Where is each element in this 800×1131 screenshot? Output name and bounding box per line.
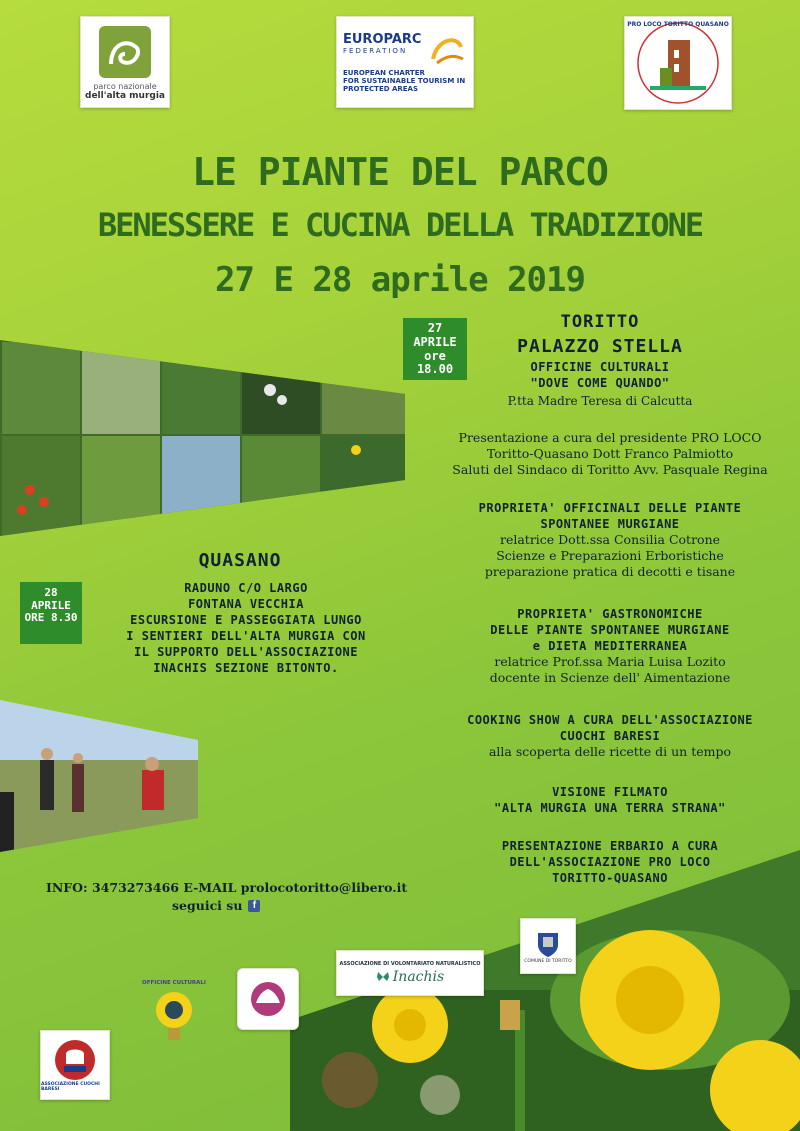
- europarc-line3: PROTECTED AREAS: [343, 84, 419, 93]
- pres-line1: Presentazione a cura del presidente PRO LOCO: [458, 430, 762, 445]
- butterfly-icon: [376, 970, 390, 984]
- follow-us: [172, 898, 260, 913]
- film-heading1: VISIONE FILMATO: [552, 785, 668, 799]
- film-section: [420, 784, 800, 816]
- day2-line6: INACHIS SEZIONE BITONTO.: [153, 661, 339, 675]
- day2-details: [86, 580, 406, 676]
- prop1-heading1: PROPRIETA' OFFICINALI DELLE PIANTE: [478, 501, 742, 515]
- date-27-month: APRILE: [413, 334, 457, 349]
- cuochi-baresi-logo: [40, 1030, 110, 1100]
- prop2-section: [420, 606, 800, 686]
- prop2-heading2: DELLE PIANTE SPONTANEE MURGIANE: [490, 623, 730, 637]
- erb-heading3: TORITTO-QUASANO: [552, 871, 668, 885]
- title-line1: LE PIANTE DEL PARCO: [192, 150, 608, 194]
- chef-hat-icon: [50, 1038, 100, 1082]
- film-heading2: "ALTA MURGIA UNA TERRA STRANA": [494, 801, 726, 815]
- cooking-section: [420, 712, 800, 760]
- comune-logo: [520, 918, 576, 974]
- cuochi-text: ASSOCIAZIONE CUOCHI BARESI: [41, 1082, 100, 1092]
- prop1-line1: relatrice Dott.ssa Consilia Cotrone: [499, 532, 721, 547]
- info-line: INFO: 3473273466 E-MAIL prolocotoritto@libero.it: [46, 880, 408, 895]
- officine-logo: [138, 980, 210, 1070]
- prop2-heading3: e DIETA MEDITERRANEA: [532, 639, 688, 653]
- proloco-logo: [624, 16, 732, 110]
- europarc-name: EUROPARC: [343, 31, 422, 47]
- plant-photo-strip: [0, 340, 405, 540]
- proloco-tower-icon: [630, 20, 726, 106]
- pres-line3: Saluti del Sindaco di Toritto Avv. Pasquale Regina: [452, 462, 768, 477]
- follow-us-label: seguici su: [172, 898, 243, 913]
- parco-alta-murgia-logo: [80, 16, 170, 108]
- prop2-heading1: PROPRIETA' GASTRONOMICHE: [517, 607, 703, 621]
- day2-place: QUASANO: [198, 550, 282, 571]
- prop2-line2: docente in Scienze dell' Aimentazione: [489, 670, 731, 685]
- officine-text: OFFICINE CULTURALI: [142, 980, 206, 986]
- cook-heading2: CUOCHI BARESI: [559, 729, 661, 743]
- prop1-section: [420, 500, 800, 580]
- day2-line2: FONTANA VECCHIA: [188, 597, 304, 611]
- isemerghida-logo: [237, 968, 299, 1030]
- day1-presentation: [420, 430, 800, 478]
- europarc-line1: EUROPEAN CHARTER: [343, 68, 425, 77]
- day1-venue2: "DOVE COME QUANDO": [530, 376, 670, 390]
- parco-line1: parco nazionale: [93, 81, 157, 91]
- coat-of-arms-icon: [535, 929, 561, 959]
- title-line2: BENESSERE E CUCINA DELLA TRADIZIONE: [97, 206, 703, 244]
- pres-line2: Toritto-Quasano Dott Franco Palmiotto: [486, 446, 734, 461]
- day1-venue1: OFFICINE CULTURALI: [530, 360, 670, 374]
- europarc-logo: [336, 16, 474, 108]
- parco-line2: dell'alta murgia: [85, 90, 165, 101]
- erb-heading2: DELL'ASSOCIAZIONE PRO LOCO: [509, 855, 711, 869]
- date-27-day: 27: [427, 321, 443, 335]
- hikers-photo: [0, 700, 198, 852]
- prop2-line1: relatrice Prof.ssa Maria Luisa Lozito: [494, 654, 726, 669]
- cook-heading1: COOKING SHOW A CURA DELL'ASSOCIAZIONE: [467, 713, 753, 727]
- associazione-text: ASSOCIAZIONE DI VOLONTARIATO NATURALISTICO: [339, 961, 481, 967]
- prop1-heading2: SPONTANEE MURGIANE: [540, 517, 680, 531]
- europarc-swirl-icon: [427, 29, 467, 69]
- inachis-logo: [336, 950, 484, 996]
- prop1-line2: Scienze e Preparazioni Erboristiche: [496, 548, 724, 563]
- day1-address: P.tta Madre Teresa di Calcutta: [507, 394, 693, 408]
- prop1-line3: preparazione pratica di decotti e tisane: [484, 564, 736, 579]
- europarc-federation: FEDERATION: [343, 46, 408, 55]
- day2-line3: ESCURSIONE E PASSEGGIATA LUNGO: [130, 613, 362, 627]
- day2-line1: RADUNO C/O LARGO: [184, 581, 308, 595]
- date-28-month: APRILE: [31, 598, 71, 612]
- day1-place2: PALAZZO STELLA: [517, 336, 683, 357]
- lotus-icon: [246, 981, 290, 1017]
- parco-logo-icon: [97, 24, 153, 80]
- lightbulb-icon: [150, 986, 198, 1046]
- title-line3: 27 E 28 aprile 2019: [215, 260, 585, 300]
- facebook-icon[interactable]: f: [248, 900, 260, 912]
- date-box-27: [403, 318, 467, 380]
- date-28-time: ORE 8.30: [24, 611, 78, 625]
- comune-text: COMUNE DI TORITTO: [524, 958, 572, 964]
- europarc-line2: FOR SUSTAINABLE TOURISM IN: [343, 76, 466, 85]
- cook-line1: alla scoperta delle ricette di un tempo: [488, 744, 732, 759]
- date-27-time: ore 18.00: [416, 348, 454, 377]
- inachis-name: Inachis: [392, 969, 445, 985]
- date-box-28: [20, 582, 82, 644]
- day2-line4: I SENTIERI DELL'ALTA MURGIA CON: [126, 629, 366, 643]
- proloco-text: PRO LOCO TORITTO QUASANO: [627, 21, 729, 28]
- date-28-day: 28: [44, 586, 58, 599]
- erb-heading1: PRESENTAZIONE ERBARIO A CURA: [501, 839, 719, 853]
- day1-place1: TORITTO: [560, 312, 640, 332]
- day2-line5: IL SUPPORTO DELL'ASSOCIAZIONE: [133, 645, 358, 659]
